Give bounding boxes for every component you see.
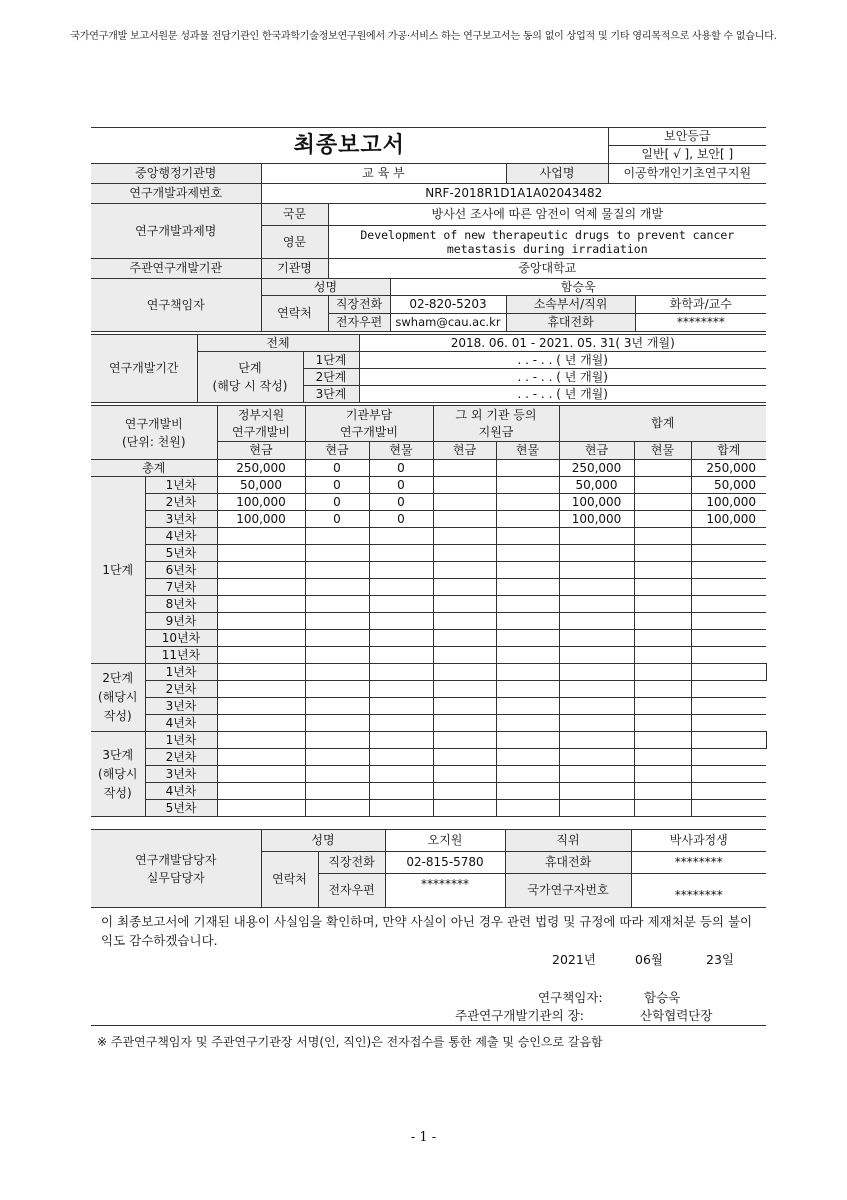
staff-phone: 02-815-5780 bbox=[385, 852, 505, 874]
budget-label-text: 연구개발비 bbox=[124, 416, 183, 431]
stage3-cell bbox=[691, 749, 766, 766]
stage3-label-text: 3단계 bbox=[102, 747, 134, 762]
stage1-sum-cash: 100,000 bbox=[559, 511, 634, 528]
inst-label: 기관부담 bbox=[345, 407, 393, 422]
stage2-cell bbox=[217, 681, 305, 698]
stage1-gov-cash bbox=[217, 630, 305, 647]
stage1-sum-cash bbox=[559, 579, 634, 596]
staff-name: 오지원 bbox=[385, 830, 505, 852]
stage1-period: . . - . . ( 년 개월) bbox=[359, 352, 766, 369]
sum-cash-header: 현금 bbox=[559, 442, 634, 460]
stage2-budget-label bbox=[91, 664, 145, 732]
security-value: 일반[ √ ], 보안[ ] bbox=[608, 146, 766, 164]
stage3-year-label: 5년차 bbox=[145, 800, 217, 817]
pi-name-label: 성명 bbox=[261, 279, 390, 296]
stage1-sum-kind bbox=[634, 545, 691, 562]
stage1-inst-kind bbox=[369, 647, 433, 664]
stage3-cell bbox=[369, 749, 433, 766]
stage3-cell bbox=[433, 783, 496, 800]
stage1-gov-cash bbox=[217, 579, 305, 596]
inst-kind-header: 현물 bbox=[369, 442, 433, 460]
stage1-gov-cash: 50,000 bbox=[217, 477, 305, 494]
stage1-sum-cash: 50,000 bbox=[559, 477, 634, 494]
stage3-year-label: 4년차 bbox=[145, 783, 217, 800]
stage1-year-label: 1년차 bbox=[145, 477, 217, 494]
stage1-sum bbox=[691, 545, 766, 562]
stage1-inst-kind bbox=[369, 528, 433, 545]
stage3-cell bbox=[559, 783, 634, 800]
stage2-cell bbox=[496, 698, 559, 715]
staff-rid-label: 국가연구자번호 bbox=[505, 874, 631, 908]
stage2-cell bbox=[433, 681, 496, 698]
stage1-inst-kind: 0 bbox=[369, 494, 433, 511]
org-name: 중앙대학교 bbox=[328, 259, 766, 279]
other-header bbox=[433, 406, 559, 442]
stage1-other-kind bbox=[496, 545, 559, 562]
stage3-cell bbox=[559, 732, 634, 749]
org-label: 주관연구개발기관 bbox=[91, 259, 261, 279]
stage3-cell bbox=[559, 766, 634, 783]
biz-value: 이공학개인기초연구지원 bbox=[608, 164, 766, 184]
stage1-inst-kind bbox=[369, 579, 433, 596]
staff-mobile-label: 휴대전화 bbox=[505, 852, 631, 874]
stage2-year-label: 4년차 bbox=[145, 715, 217, 732]
stage3-cell bbox=[305, 749, 369, 766]
stage3-cell bbox=[305, 800, 369, 817]
stage3-cell bbox=[217, 800, 305, 817]
stage1-inst-cash bbox=[305, 630, 369, 647]
stage1-inst-cash bbox=[305, 596, 369, 613]
stage3-cell bbox=[691, 732, 766, 749]
stage1-sum-cash bbox=[559, 545, 634, 562]
staff-pos: 박사과정생 bbox=[631, 830, 766, 852]
stage1-sum-cash bbox=[559, 613, 634, 630]
stage1-sum-kind bbox=[634, 630, 691, 647]
stage1-inst-cash bbox=[305, 545, 369, 562]
stage1-sum-kind bbox=[634, 647, 691, 664]
stage1-other-kind bbox=[496, 647, 559, 664]
stage3-cell bbox=[634, 766, 691, 783]
stage2-cell bbox=[305, 681, 369, 698]
stage3-cell bbox=[691, 800, 766, 817]
staff-email: ******** bbox=[385, 874, 505, 908]
stage1-other-cash bbox=[433, 613, 496, 630]
stage1-gov-cash bbox=[217, 545, 305, 562]
stage1-gov-cash: 100,000 bbox=[217, 494, 305, 511]
stage1-gov-cash bbox=[217, 647, 305, 664]
gov-label: 정부지원 bbox=[237, 407, 285, 422]
stage3-cell bbox=[433, 749, 496, 766]
task-no-value: NRF-2018R1D1A1A02043482 bbox=[261, 184, 766, 204]
stage1-year-label: 2년차 bbox=[145, 494, 217, 511]
stage2-note1: (해당시 bbox=[98, 690, 138, 704]
stage2-cell bbox=[634, 715, 691, 732]
stage1-label: 1단계 bbox=[303, 352, 359, 369]
other-kind-header: 현물 bbox=[496, 442, 559, 460]
security-label: 보안등급 bbox=[608, 128, 766, 146]
sign-pi: 함승욱 bbox=[644, 990, 681, 1005]
stage2-cell bbox=[217, 664, 305, 681]
staff-email-label: 전자우편 bbox=[318, 874, 385, 908]
stage2-label-text: 2단계 bbox=[102, 671, 134, 685]
stage1-inst-cash bbox=[305, 528, 369, 545]
date-year: 2021년 bbox=[552, 952, 596, 967]
stage2-cell bbox=[559, 715, 634, 732]
staff-name-label: 성명 bbox=[261, 830, 385, 852]
stage3-year-label: 1년차 bbox=[145, 732, 217, 749]
stage1-year-label: 4년차 bbox=[145, 528, 217, 545]
agency-value: 교 육 부 bbox=[261, 164, 506, 184]
org-name-label: 기관명 bbox=[261, 259, 328, 279]
stage1-sum: 100,000 bbox=[691, 511, 766, 528]
gov-header bbox=[217, 406, 305, 442]
stage1-sum-kind bbox=[634, 494, 691, 511]
stage2-cell bbox=[433, 715, 496, 732]
stage1-inst-kind: 0 bbox=[369, 511, 433, 528]
stage2-cell bbox=[369, 681, 433, 698]
stage3-cell bbox=[559, 749, 634, 766]
stage1-inst-kind: 0 bbox=[369, 477, 433, 494]
stage2-cell bbox=[691, 681, 766, 698]
stage2-cell bbox=[691, 698, 766, 715]
stage1-sum-kind bbox=[634, 528, 691, 545]
stage3-year-label: 3년차 bbox=[145, 766, 217, 783]
stage3-cell bbox=[433, 800, 496, 817]
period-table bbox=[91, 334, 766, 403]
pledge-text: 이 최종보고서에 기재된 내용이 사실임을 확인하며, 만약 사실이 아닌 경우 관련 법령 및 규정에 따라 제재처분 등의 불이익도 감수하겠습니다. bbox=[101, 914, 753, 948]
page-number: - 1 - bbox=[410, 1130, 437, 1145]
stage1-other-cash bbox=[433, 511, 496, 528]
stage3-note1: (해당시 bbox=[98, 766, 138, 781]
pi-email-label: 전자우편 bbox=[328, 314, 390, 332]
stage3-cell bbox=[217, 783, 305, 800]
stage2-note2: 작성) bbox=[103, 709, 132, 723]
stage1-gov-cash bbox=[217, 528, 305, 545]
budget-unit: (단위: 천원) bbox=[121, 434, 186, 449]
stage1-inst-cash bbox=[305, 562, 369, 579]
stage2-cell bbox=[634, 698, 691, 715]
stage1-sum-kind bbox=[634, 562, 691, 579]
staff-pos-label: 직위 bbox=[505, 830, 631, 852]
pi-label: 연구책임자 bbox=[91, 279, 261, 332]
period-stage-label bbox=[197, 352, 303, 403]
total-gov-cash: 250,000 bbox=[217, 460, 305, 477]
stage3-cell bbox=[369, 732, 433, 749]
pi-dept: 화학과/교수 bbox=[635, 296, 766, 314]
stage1-other-cash bbox=[433, 647, 496, 664]
stage2-cell bbox=[305, 715, 369, 732]
stage2-cell bbox=[559, 698, 634, 715]
stage1-sum-cash bbox=[559, 630, 634, 647]
stage2-label: 2단계 bbox=[303, 369, 359, 386]
stage2-cell bbox=[634, 664, 691, 681]
stage1-gov-cash: 100,000 bbox=[217, 511, 305, 528]
stage1-other-kind bbox=[496, 579, 559, 596]
stage1-year-label: 3년차 bbox=[145, 511, 217, 528]
stage3-cell bbox=[634, 783, 691, 800]
stage3-label: 3단계 bbox=[303, 386, 359, 403]
other-cash-header: 현금 bbox=[433, 442, 496, 460]
stage3-budget-label bbox=[91, 732, 145, 817]
footnote: ※ 주관연구책임자 및 주관연구기관장 서명(인, 직인)은 전자접수를 통한 제출 및 승인으로 갈음함 bbox=[97, 1035, 603, 1049]
stage2-cell bbox=[433, 664, 496, 681]
stage1-other-cash bbox=[433, 494, 496, 511]
stage3-note2: 작성) bbox=[103, 785, 132, 800]
stage1-inst-kind bbox=[369, 562, 433, 579]
stage1-other-kind bbox=[496, 630, 559, 647]
stage2-cell bbox=[634, 681, 691, 698]
agency-label: 중앙행정기관명 bbox=[91, 164, 261, 184]
total-inst-kind: 0 bbox=[369, 460, 433, 477]
stage2-cell bbox=[433, 698, 496, 715]
task-name-label: 연구개발과제명 bbox=[91, 204, 261, 259]
stage2-year-label: 3년차 bbox=[145, 698, 217, 715]
stage1-other-kind bbox=[496, 477, 559, 494]
copyright-notice: 국가연구개발 보고서원문 성과물 전담기관인 한국과학기술정보연구원에서 가공·서비스 하는 연구보고서는 동의 없이 상업적 및 기타 영리목적으로 사용할 수 없습니다. bbox=[70, 31, 777, 42]
stage3-cell bbox=[305, 766, 369, 783]
stage1-other-kind bbox=[496, 562, 559, 579]
page-title: 최종보고서 bbox=[91, 128, 608, 164]
stage2-year-label: 1년차 bbox=[145, 664, 217, 681]
stage2-cell bbox=[496, 681, 559, 698]
stage1-other-kind bbox=[496, 511, 559, 528]
stage1-sum bbox=[691, 562, 766, 579]
stage1-other-cash bbox=[433, 596, 496, 613]
stage3-cell bbox=[369, 783, 433, 800]
staff-label1: 연구개발담당자 bbox=[135, 852, 217, 867]
stage3-cell bbox=[496, 766, 559, 783]
stage2-cell bbox=[369, 698, 433, 715]
stage-word: 단계 bbox=[238, 361, 262, 375]
stage1-inst-kind bbox=[369, 630, 433, 647]
stage3-cell bbox=[559, 800, 634, 817]
stage1-inst-cash: 0 bbox=[305, 511, 369, 528]
inst-cash-header: 현금 bbox=[305, 442, 369, 460]
task-name-en: Development of new therapeutic drugs to prevent cancer metastasis during irradiation bbox=[328, 226, 766, 259]
other-label: 그 외 기관 등의 bbox=[455, 407, 537, 422]
stage1-sum bbox=[691, 528, 766, 545]
stage2-cell bbox=[496, 715, 559, 732]
stage1-year-label: 5년차 bbox=[145, 545, 217, 562]
stage1-sum: 50,000 bbox=[691, 477, 766, 494]
pi-name: 함승욱 bbox=[390, 279, 766, 296]
stage3-cell bbox=[691, 783, 766, 800]
total-sum-cash: 250,000 bbox=[559, 460, 634, 477]
stage3-cell bbox=[496, 783, 559, 800]
total-sum: 250,000 bbox=[691, 460, 766, 477]
stage1-sum-kind bbox=[634, 579, 691, 596]
stage1-other-kind bbox=[496, 596, 559, 613]
sum-kind-header: 현물 bbox=[634, 442, 691, 460]
period-total: 2018. 06. 01 - 2021. 05. 31( 3년 개월) bbox=[359, 335, 766, 352]
stage3-cell bbox=[634, 800, 691, 817]
stage1-other-kind bbox=[496, 528, 559, 545]
sum-sum-header: 합계 bbox=[691, 442, 766, 460]
other-label2: 지원금 bbox=[478, 424, 514, 439]
inst-label2: 연구개발비 bbox=[340, 424, 398, 439]
stage3-cell bbox=[496, 732, 559, 749]
stage3-year-label: 2년차 bbox=[145, 749, 217, 766]
stage2-cell bbox=[691, 715, 766, 732]
stage3-cell bbox=[433, 766, 496, 783]
stage-note: (해당 시 작성) bbox=[212, 379, 288, 393]
stage2-cell bbox=[559, 664, 634, 681]
stage1-sum-kind bbox=[634, 613, 691, 630]
stage1-other-cash bbox=[433, 545, 496, 562]
staff-phone-label: 직장전화 bbox=[318, 852, 385, 874]
stage1-budget-label: 1단계 bbox=[91, 477, 145, 664]
stage1-other-cash bbox=[433, 579, 496, 596]
stage1-inst-kind bbox=[369, 613, 433, 630]
stage1-other-cash bbox=[433, 630, 496, 647]
stage2-cell bbox=[369, 715, 433, 732]
pi-mobile: ******** bbox=[635, 314, 766, 332]
pi-phone-label: 직장전화 bbox=[328, 296, 390, 314]
stage2-cell bbox=[305, 664, 369, 681]
total-other-cash bbox=[433, 460, 496, 477]
stage1-sum: 100,000 bbox=[691, 494, 766, 511]
stage2-cell bbox=[305, 698, 369, 715]
sign-head: 산학협력단장 bbox=[640, 1008, 713, 1023]
gov-cash-header: 현금 bbox=[217, 442, 305, 460]
staff-label bbox=[91, 830, 261, 908]
total-inst-cash: 0 bbox=[305, 460, 369, 477]
stage1-inst-cash bbox=[305, 613, 369, 630]
stage1-other-kind bbox=[496, 494, 559, 511]
stage3-cell bbox=[305, 732, 369, 749]
stage1-other-cash bbox=[433, 562, 496, 579]
pi-phone: 02-820-5203 bbox=[390, 296, 506, 314]
staff-table bbox=[91, 829, 766, 908]
stage1-year-label: 6년차 bbox=[145, 562, 217, 579]
stage1-sum-cash bbox=[559, 562, 634, 579]
date-month: 06월 bbox=[635, 952, 663, 967]
stage1-sum-cash bbox=[559, 647, 634, 664]
total-label: 총계 bbox=[91, 460, 217, 477]
stage1-inst-cash bbox=[305, 647, 369, 664]
task-name-kr-label: 국문 bbox=[261, 204, 328, 226]
stage1-sum-cash: 100,000 bbox=[559, 494, 634, 511]
stage1-gov-cash bbox=[217, 562, 305, 579]
divider bbox=[91, 1025, 766, 1026]
pi-dept-label: 소속부서/직위 bbox=[506, 296, 635, 314]
stage1-sum bbox=[691, 579, 766, 596]
task-name-kr: 방사선 조사에 따른 암전이 억제 물질의 개발 bbox=[328, 204, 766, 226]
stage1-other-cash bbox=[433, 528, 496, 545]
stage1-sum-cash bbox=[559, 596, 634, 613]
sign-pi-label: 연구책임자: bbox=[538, 990, 603, 1005]
stage2-cell bbox=[217, 698, 305, 715]
stage3-cell bbox=[369, 800, 433, 817]
stage2-cell bbox=[691, 664, 766, 681]
stage2-year-label: 2년차 bbox=[145, 681, 217, 698]
stage1-sum bbox=[691, 647, 766, 664]
staff-contact-label: 연락처 bbox=[261, 852, 318, 908]
stage1-inst-cash bbox=[305, 579, 369, 596]
stage1-year-label: 8년차 bbox=[145, 596, 217, 613]
stage1-gov-cash bbox=[217, 596, 305, 613]
stage3-cell bbox=[433, 732, 496, 749]
pi-mobile-label: 휴대전화 bbox=[506, 314, 635, 332]
stage1-inst-kind bbox=[369, 545, 433, 562]
task-name-en-label: 영문 bbox=[261, 226, 328, 259]
stage3-cell bbox=[496, 749, 559, 766]
pi-email: swham@cau.ac.kr bbox=[390, 314, 506, 332]
staff-mobile: ******** bbox=[631, 852, 766, 874]
stage2-cell bbox=[369, 664, 433, 681]
date-day: 23일 bbox=[706, 952, 734, 967]
report-info-table bbox=[91, 127, 766, 332]
biz-label: 사업명 bbox=[506, 164, 608, 184]
stage1-year-label: 10년차 bbox=[145, 630, 217, 647]
stage3-cell bbox=[217, 749, 305, 766]
total-other-kind bbox=[496, 460, 559, 477]
task-no-label: 연구개발과제번호 bbox=[91, 184, 261, 204]
stage1-inst-cash: 0 bbox=[305, 494, 369, 511]
stage3-cell bbox=[217, 766, 305, 783]
stage3-cell bbox=[496, 800, 559, 817]
stage1-other-kind bbox=[496, 613, 559, 630]
stage1-year-label: 9년차 bbox=[145, 613, 217, 630]
sum-header: 합계 bbox=[559, 406, 766, 442]
stage3-cell bbox=[634, 749, 691, 766]
stage3-cell bbox=[305, 783, 369, 800]
stage1-inst-cash: 0 bbox=[305, 477, 369, 494]
stage1-sum bbox=[691, 630, 766, 647]
stage3-cell bbox=[369, 766, 433, 783]
stage1-sum-cash bbox=[559, 528, 634, 545]
staff-label2: 실무담당자 bbox=[146, 870, 205, 885]
inst-header bbox=[305, 406, 433, 442]
gov-label2: 연구개발비 bbox=[232, 424, 290, 439]
stage3-cell bbox=[217, 732, 305, 749]
stage2-period: . . - . . ( 년 개월) bbox=[359, 369, 766, 386]
budget-label bbox=[91, 406, 217, 460]
sign-head-label: 주관연구개발기관의 장: bbox=[455, 1008, 584, 1023]
stage3-cell bbox=[691, 766, 766, 783]
stage1-inst-kind bbox=[369, 596, 433, 613]
stage1-sum bbox=[691, 613, 766, 630]
pi-contact-label: 연락처 bbox=[261, 296, 328, 332]
stage2-cell bbox=[559, 681, 634, 698]
stage3-cell bbox=[634, 732, 691, 749]
staff-rid: ******** bbox=[631, 874, 766, 908]
stage1-sum-kind bbox=[634, 511, 691, 528]
stage1-sum-kind bbox=[634, 477, 691, 494]
stage1-sum bbox=[691, 596, 766, 613]
stage1-other-cash bbox=[433, 477, 496, 494]
stage1-gov-cash bbox=[217, 613, 305, 630]
stage1-year-label: 7년차 bbox=[145, 579, 217, 596]
stage1-year-label: 11년차 bbox=[145, 647, 217, 664]
stage3-period: . . - . . ( 년 개월) bbox=[359, 386, 766, 403]
stage2-cell bbox=[496, 664, 559, 681]
total-sum-kind bbox=[634, 460, 691, 477]
budget-table bbox=[91, 405, 767, 817]
period-total-label: 전체 bbox=[197, 335, 359, 352]
stage1-sum-kind bbox=[634, 596, 691, 613]
period-label: 연구개발기간 bbox=[91, 335, 197, 403]
stage2-cell bbox=[217, 715, 305, 732]
